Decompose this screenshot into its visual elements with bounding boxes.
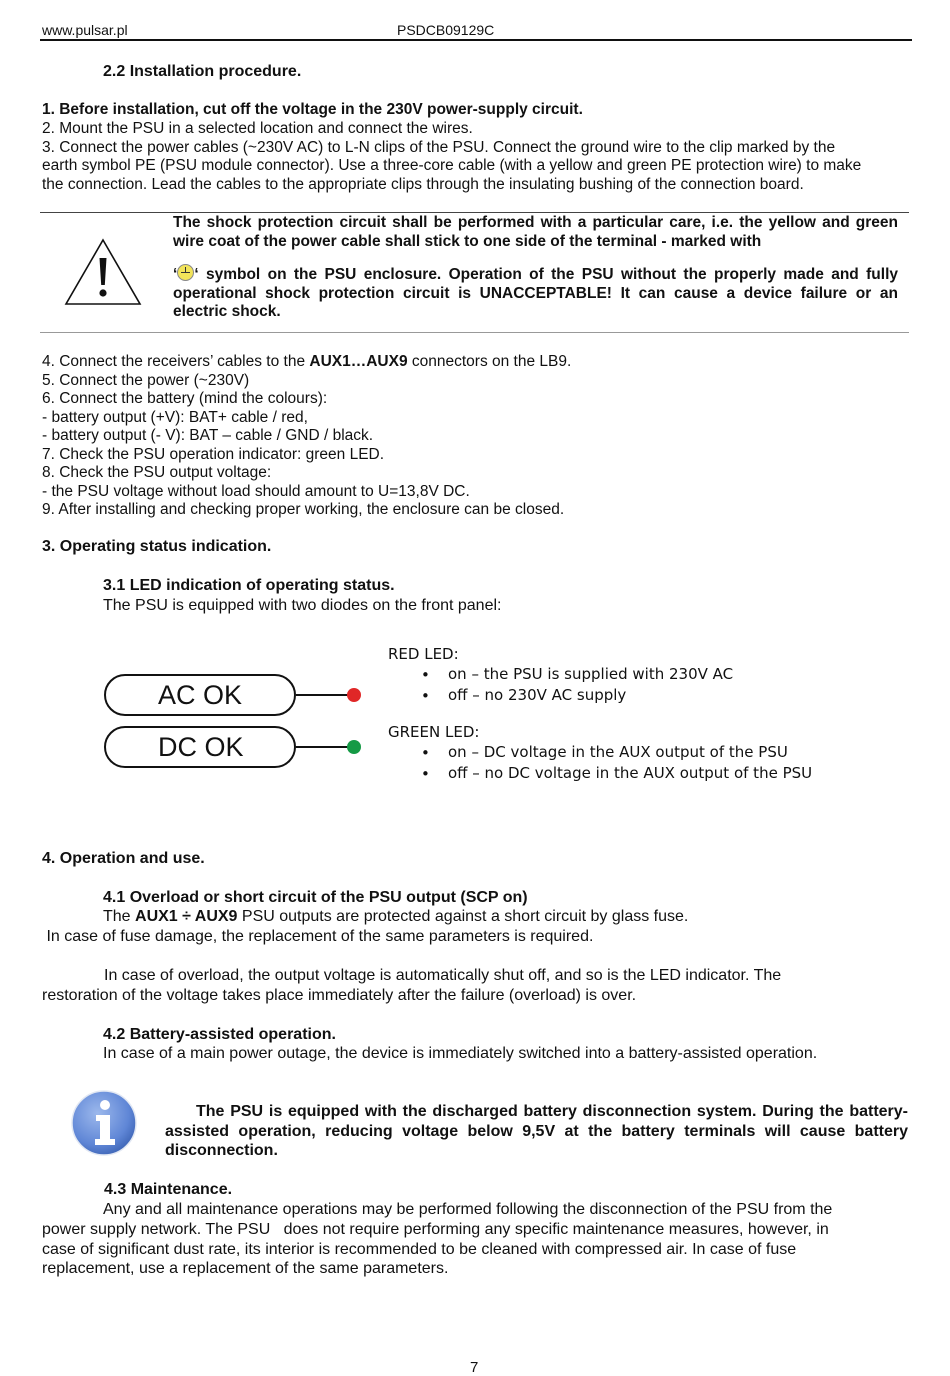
step-4-post: connectors on the LB9. (407, 353, 572, 370)
step-1: 1. Before installation, cut off the voltage in the 230V power-supply circuit. (42, 101, 583, 118)
step-9: 9. After installing and checking proper working, the enclosure can be closed. (42, 501, 565, 518)
section-3-1-intro: The PSU is equipped with two diodes on the front panel: (103, 597, 502, 614)
s41-post: PSU outputs are protected against a short circuit by glass fuse. (237, 908, 689, 925)
s41-aux: AUX1 ÷ AUX9 (135, 908, 238, 925)
step-6-plus: - battery output (+V): BAT+ cable / red, (42, 409, 308, 426)
red-led-off: off – no 230V AC supply (448, 686, 627, 704)
dc-ok-wire (296, 746, 350, 748)
step-4-pre: 4. Connect the receivers’ cables to the (42, 353, 310, 370)
section-4-3-title: 4.3 Maintenance. (104, 1181, 233, 1198)
section-4-3-l2: power supply network. The PSU does not require performing any specific maintenance measures, however, in (42, 1221, 829, 1238)
header-rule (40, 39, 912, 41)
step-6: 6. Connect the battery (mind the colours): (42, 390, 328, 407)
section-4-1-p3a: In case of overload, the output voltage is automatically shut off, and so is the LED indicator. The (104, 967, 782, 984)
s41-pre: The (103, 908, 136, 925)
red-led-on: on – the PSU is supplied with 230V AC (448, 665, 734, 683)
section-4-3-l1: Any and all maintenance operations may be performed following the disconnection of the PSU from the (103, 1201, 833, 1218)
header-doc-code: PSDCB09129C (397, 22, 495, 38)
warning-triangle-icon (64, 238, 142, 311)
green-led-heading: GREEN LED: (388, 723, 480, 741)
section-4-1-p3b: restoration of the voltage takes place immediately after the failure (overload) is over. (42, 987, 637, 1004)
bullet: • (421, 744, 430, 762)
warning-bottom-rule (40, 332, 909, 333)
section-4-3-l3: case of significant dust rate, its interior is recommended to be cleaned with compressed air. In case of fuse (42, 1241, 797, 1258)
step-5: 5. Connect the power (~230V) (42, 372, 250, 389)
section-3-1-title: 3.1 LED indication of operating status. (103, 577, 395, 594)
section-4-1-p1 (103, 908, 688, 926)
step-4 (42, 353, 571, 371)
green-led-on: on – DC voltage in the AUX output of the PSU (448, 743, 788, 761)
section-4-3-l4: replacement, use a replacement of the same parameters. (42, 1260, 449, 1277)
header-site: www.pulsar.pl (42, 22, 128, 38)
warning-text-2-body: symbol on the PSU enclosure. Operation of the PSU without the properly made and fully operational shock protection circuit is UNACCEPTABLE! It can cause a device failure or an electric shock. (173, 266, 898, 320)
step-6-minus: - battery output (- V): BAT – cable / GND / black. (42, 427, 374, 444)
section-2-2-title: 2.2 Installation procedure. (103, 63, 302, 80)
green-led-dot (347, 740, 361, 754)
bullet: • (421, 687, 430, 705)
section-4-title: 4. Operation and use. (42, 850, 205, 867)
info-note: The PSU is equipped with the discharged battery disconnection system. During the battery-assisted operation, reducing voltage below 9,5V at the battery terminals will cause battery disconnection. (165, 1103, 908, 1159)
protective-earth-icon (177, 264, 194, 281)
dc-ok-label: DC OK (104, 726, 296, 768)
ac-ok-wire (296, 694, 350, 696)
step-3-line-3: the connection. Lead the cables to the appropriate clips through the insulating bushing of the connection board. (42, 176, 804, 193)
bullet: • (421, 666, 430, 684)
section-4-1-title: 4.1 Overload or short circuit of the PSU output (SCP on) (103, 889, 528, 906)
warning-top-rule (40, 212, 909, 213)
section-4-2-p1: In case of a main power outage, the device is immediately switched into a battery-assisted operation. (103, 1045, 818, 1062)
warning-text-1: The shock protection circuit shall be performed with a particular care, i.e. the yellow and green wire coat of the power cable shall stick to one side of the terminal - marked with (173, 214, 898, 250)
quote-close: ‘ (194, 266, 199, 283)
info-icon (70, 1089, 140, 1164)
red-led-heading: RED LED: (388, 645, 459, 663)
step-3-line-2: earth symbol PE (PSU module connector). Use a three-core cable (with a yellow and green PE protection wire) to make (42, 157, 862, 174)
step-8-detail: - the PSU voltage without load should amount to U=13,8V DC. (42, 483, 470, 500)
red-led-dot (347, 688, 361, 702)
section-3-title: 3. Operating status indication. (42, 538, 272, 555)
section-4-2-title: 4.2 Battery-assisted operation. (103, 1026, 336, 1043)
warning-text-2 (173, 264, 898, 322)
step-4-aux: AUX1…AUX9 (309, 353, 408, 370)
green-led-off: off – no DC voltage in the AUX output of the PSU (448, 764, 813, 782)
step-3-line-1: 3. Connect the power cables (~230V AC) to L-N clips of the PSU. Connect the ground wire to the clip marked by the (42, 139, 836, 156)
bullet: • (421, 765, 430, 783)
quote-open: ‘ (173, 266, 178, 283)
step-2: 2. Mount the PSU in a selected location and connect the wires. (42, 120, 473, 137)
section-4-1-p2: In case of fuse damage, the replacement of the same parameters is required. (42, 928, 594, 945)
step-7: 7. Check the PSU operation indicator: green LED. (42, 446, 385, 463)
page-number: 7 (470, 1359, 479, 1376)
ac-ok-label: AC OK (104, 674, 296, 716)
step-8: 8. Check the PSU output voltage: (42, 464, 272, 481)
